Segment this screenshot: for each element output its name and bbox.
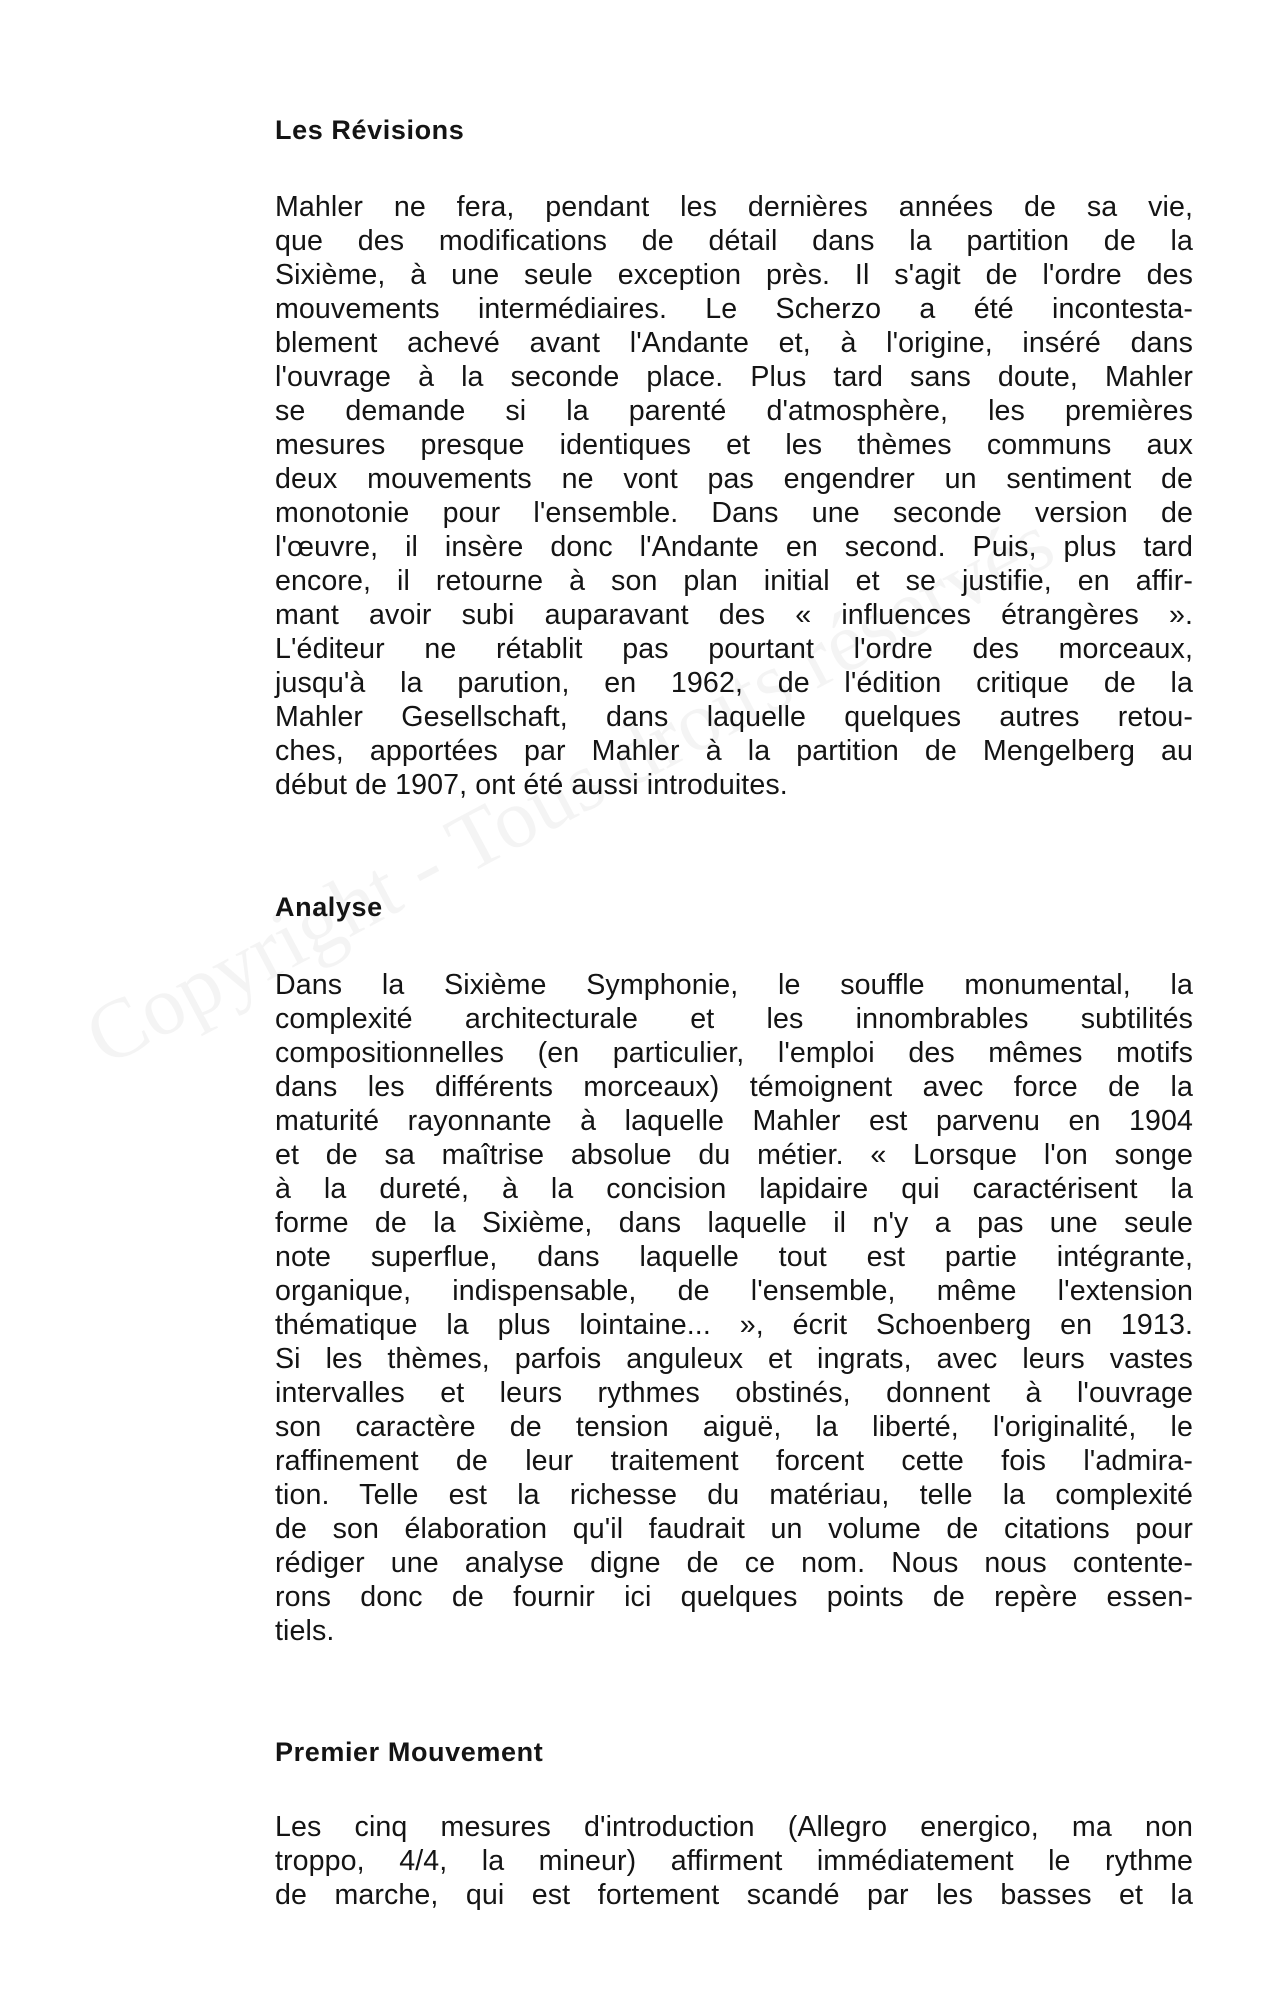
section-body-analyse: [275, 968, 1193, 1648]
text-line: raffinement de leur traitement forcent cette fois l'admira-: [275, 1445, 1193, 1477]
text-line: forme de la Sixième, dans laquelle il n'y a pas une seule: [275, 1207, 1193, 1239]
text-line: tion. Telle est la richesse du matériau, telle la complexité: [275, 1479, 1193, 1511]
text-line: Si les thèmes, parfois anguleux et ingrats, avec leurs vastes: [275, 1343, 1193, 1375]
text-line: compositionnelles (en particulier, l'emploi des mêmes motifs: [275, 1037, 1193, 1069]
text-line: ches, apportées par Mahler à la partition de Mengelberg au: [275, 735, 1193, 767]
text-line: note superflue, dans laquelle tout est partie intégrante,: [275, 1241, 1193, 1273]
text-line: mouvements intermédiaires. Le Scherzo a été incontesta-: [275, 293, 1193, 325]
text-line: dans les différents morceaux) témoignent avec force de la: [275, 1071, 1193, 1103]
text-line: Dans la Sixième Symphonie, le souffle monumental, la: [275, 969, 1193, 1001]
text-line: que des modifications de détail dans la partition de la: [275, 225, 1193, 257]
text-line: thématique la plus lointaine... », écrit Schoenberg en 1913.: [275, 1309, 1193, 1341]
text-line: organique, indispensable, de l'ensemble, même l'extension: [275, 1275, 1193, 1307]
text-line: rons donc de fournir ici quelques points de repère essen-: [275, 1581, 1193, 1613]
text-line: l'ouvrage à la seconde place. Plus tard sans doute, Mahler: [275, 361, 1193, 393]
text-line: encore, il retourne à son plan initial et se justifie, en affir-: [275, 565, 1193, 597]
section-heading-premier-mouvement: Premier Mouvement: [275, 1737, 544, 1767]
text-line: Les cinq mesures d'introduction (Allegro energico, ma non: [275, 1811, 1193, 1843]
text-line: mant avoir subi auparavant des « influences étrangères ».: [275, 599, 1193, 631]
text-line: Sixième, à une seule exception près. Il s'agit de l'ordre des: [275, 259, 1193, 291]
text-line: rédiger une analyse digne de ce nom. Nous nous contente-: [275, 1547, 1193, 1579]
text-line: l'œuvre, il insère donc l'Andante en second. Puis, plus tard: [275, 531, 1193, 563]
text-line: son caractère de tension aiguë, la liberté, l'originalité, le: [275, 1411, 1193, 1443]
text-line: tiels.: [275, 1615, 335, 1647]
text-line: début de 1907, ont été aussi introduites.: [275, 769, 788, 801]
section-heading-analyse: Analyse: [275, 892, 383, 922]
section-body-revisions: [275, 190, 1193, 802]
text-line: maturité rayonnante à laquelle Mahler est parvenu en 1904: [275, 1105, 1193, 1137]
section-heading-revisions: Les Révisions: [275, 115, 465, 145]
text-line: Mahler Gesellschaft, dans laquelle quelques autres retou-: [275, 701, 1193, 733]
text-line: monotonie pour l'ensemble. Dans une seconde version de: [275, 497, 1193, 529]
text-line: troppo, 4/4, la mineur) affirment immédiatement le rythme: [275, 1845, 1193, 1877]
text-line: se demande si la parenté d'atmosphère, les premières: [275, 395, 1193, 427]
text-line: L'éditeur ne rétablit pas pourtant l'ordre des morceaux,: [275, 633, 1193, 665]
section-body-premier-mouvement: [275, 1810, 1193, 1912]
text-line: intervalles et leurs rythmes obstinés, donnent à l'ouvrage: [275, 1377, 1193, 1409]
text-line: complexité architecturale et les innombrables subtilités: [275, 1003, 1193, 1035]
text-line: deux mouvements ne vont pas engendrer un sentiment de: [275, 463, 1193, 495]
text-line: jusqu'à la parution, en 1962, de l'édition critique de la: [275, 667, 1193, 699]
text-line: Mahler ne fera, pendant les dernières années de sa vie,: [275, 191, 1193, 223]
text-line: de son élaboration qu'il faudrait un volume de citations pour: [275, 1513, 1193, 1545]
text-line: de marche, qui est fortement scandé par les basses et la: [275, 1879, 1193, 1911]
text-line: à la dureté, à la concision lapidaire qui caractérisent la: [275, 1173, 1193, 1205]
text-line: et de sa maîtrise absolue du métier. « Lorsque l'on songe: [275, 1139, 1193, 1171]
text-line: blement achevé avant l'Andante et, à l'origine, inséré dans: [275, 327, 1193, 359]
text-line: mesures presque identiques et les thèmes communs aux: [275, 429, 1193, 461]
document-page: [275, 0, 1195, 2000]
